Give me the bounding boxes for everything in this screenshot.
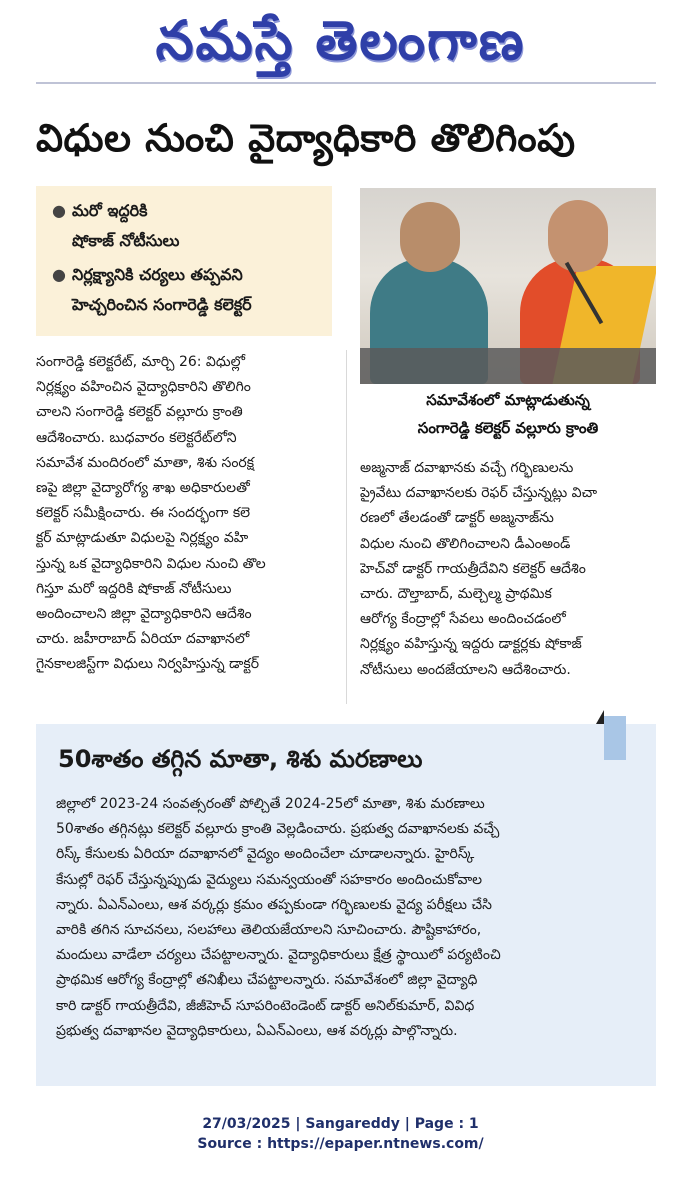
footer-source: Source : https://epaper.ntnews.com/ [197, 1136, 484, 1152]
sub-story-heading: 50శాతం తగ్గిన మాతా, శిశు మరణాలు [58, 745, 423, 773]
text-line: గిస్తూ మరో ఇద్దరికి షోకాజ్ నోటీసులు [36, 580, 232, 597]
text-line: సమావేశ మందిరంలో మాతా, శిశు సంరక్ష [36, 454, 255, 471]
text-line: కేసుల్లో రెఫర్ చేస్తున్నప్పుడు వైద్యులు సమన్వయంతో సహకారం అందించుకోవాల [56, 871, 483, 888]
text-line: నిర్లక్ష్యం వహిస్తున్న ఇద్దరు డాక్టర్లకు షోకాజ్ [360, 636, 582, 653]
article-right-column [360, 456, 656, 708]
text-line: కలెక్టర్ సమీక్షించారు. ఈ సందర్భంగా కలె [36, 505, 251, 522]
highlight-item: ● మరో ఇద్దరికి షోకాజ్ నోటీసులు [50, 196, 324, 256]
text-line: అజ్మనాజ్ దవాఖానకు వచ్చే గర్భిణులను [360, 460, 574, 476]
bullet-icon: ● [52, 265, 66, 284]
text-line: ణపై జిల్లా వైద్యారోగ్య శాఖ అధికారులతో [36, 479, 250, 496]
footer-date-edition: 27/03/2025 | Sangareddy | Page : 1 [202, 1116, 479, 1132]
text-line: రిస్క్ కేసులకు ఏరియా దవాఖానలో వైద్యం అందించేలా చూడాలన్నారు. హైరిస్క్ [56, 846, 475, 863]
masthead-logo: నమస్తే తెలంగాణ [155, 9, 526, 72]
text-line: గైనకాలజిస్ట్‌గా విధులు నిర్వహిస్తున్న డాక్టర్ [36, 656, 260, 673]
text-line: న్నారు. ఏఎన్‌ఎంలు, ఆశ వర్కర్లు క్రమం తప్పకుండా గర్భిణులకు వైద్య పరీక్షలు చేసి [56, 896, 492, 913]
text-line: విధుల నుంచి తొలిగించాలని డీఎంఅండ్ [360, 535, 571, 552]
bullet-icon: ● [52, 201, 66, 220]
text-line: చాలని సంగారెడ్డి కలెక్టర్ వల్లూరు క్రాంతి [36, 404, 243, 421]
text-line: వారికి తగిన సూచనలు, సలహాలు తెలియజేయాలని సూచించారు. పౌష్టికాహారం, [56, 921, 482, 938]
text-line: కారి డాక్టర్ గాయత్రీదేవి, జీజీహెచ్ సూపరింటెండెంట్ డాక్టర్ అనిల్‌కుమార్, వివిధ [56, 997, 475, 1014]
highlight-item: ● నిర్లక్ష్యానికి చర్యలు తప్పవని హెచ్చరించిన సంగారెడ్డి కలెక్టర్ [50, 260, 324, 320]
text-line: మందులు వాడేలా చర్యలు చేపట్టాలన్నారు. వైద్యాధికారులు క్షేత్ర స్థాయిలో పర్యటించి [56, 947, 501, 964]
text-line: సంగారెడ్డి కలెక్టరేట్, మార్చి 26: విధుల్లో [36, 354, 246, 370]
text-line: చారు. దౌల్తాబాద్, మల్చెల్మ ప్రాథమిక [360, 585, 552, 602]
newspaper-masthead [0, 6, 681, 76]
article-headline: విధుల నుంచి వైద్యాధికారి తొలిగింపు [36, 116, 576, 160]
page-footer [0, 1114, 681, 1154]
text-line: రణలో తేలడంతో డాక్టర్ అజ్మనాజ్‌ను [360, 510, 554, 527]
column-divider [346, 350, 347, 704]
text-line: చారు. జహీరాబాద్ ఏరియా దవాఖానలో [36, 631, 250, 648]
text-line: ఆరోగ్య కేంద్రాల్లో సేవలు అందించడంలో [360, 611, 566, 628]
text-line: క్టర్ మాట్లాడుతూ విధులపై నిర్లక్ష్యం వహి [36, 530, 249, 547]
text-line: నోటీసులు అందజేయాలని ఆదేశించారు. [360, 661, 571, 678]
text-line: నిర్లక్ష్యం వహించిన వైద్యాధికారిని తొలిగిం [36, 379, 251, 396]
divider [36, 82, 656, 84]
photo-caption: సమావేశంలో మాట్లాడుతున్న సంగారెడ్డి కలెక్టర్ వల్లూరు క్రాంతి [417, 391, 599, 437]
text-line: హెచ్‌వో డాక్టర్ గాయత్రీదేవిని కలెక్టర్ ఆదేశిం [360, 560, 586, 577]
text-line: ప్రభుత్వ దవాఖానల వైద్యాధికారులు, ఏఎన్‌ఎంలు, ఆశ వర్కర్లు పాల్గొన్నారు. [56, 1022, 458, 1039]
sub-story-body [56, 792, 636, 1074]
highlights-box [36, 186, 332, 336]
news-photo [360, 188, 656, 384]
text-line: అందించాలని జిల్లా వైద్యాధికారిని ఆదేశిం [36, 605, 252, 622]
text-line: జిల్లాలో 2023-24 సంవత్సరంతో పోల్చితే 2024-25లో మాతా, శిశు మరణాలు [56, 796, 485, 812]
text-line: ఆదేశించారు. బుధవారం కలెక్టరేట్‌లోని [36, 429, 237, 446]
text-line: ప్రైవేటు దవాఖానలకు రెఫర్ చేస్తున్నట్లు విచా [360, 485, 598, 502]
text-line: స్తున్న ఒక వైద్యాధికారిని విధుల నుంచి తొల [36, 555, 266, 572]
article-left-column [36, 350, 338, 704]
text-line: 50శాతం తగ్గినట్లు కలెక్టర్ వల్లూరు క్రాంతి వెల్లడించారు. ప్రభుత్వ దవాఖానలకు వచ్చే [56, 821, 500, 838]
text-line: ప్రాథమిక ఆరోగ్య కేంద్రాల్లో తనిఖీలు చేపట్టాలన్నారు. సమావేశంలో జిల్లా వైద్యాధి [56, 972, 478, 989]
